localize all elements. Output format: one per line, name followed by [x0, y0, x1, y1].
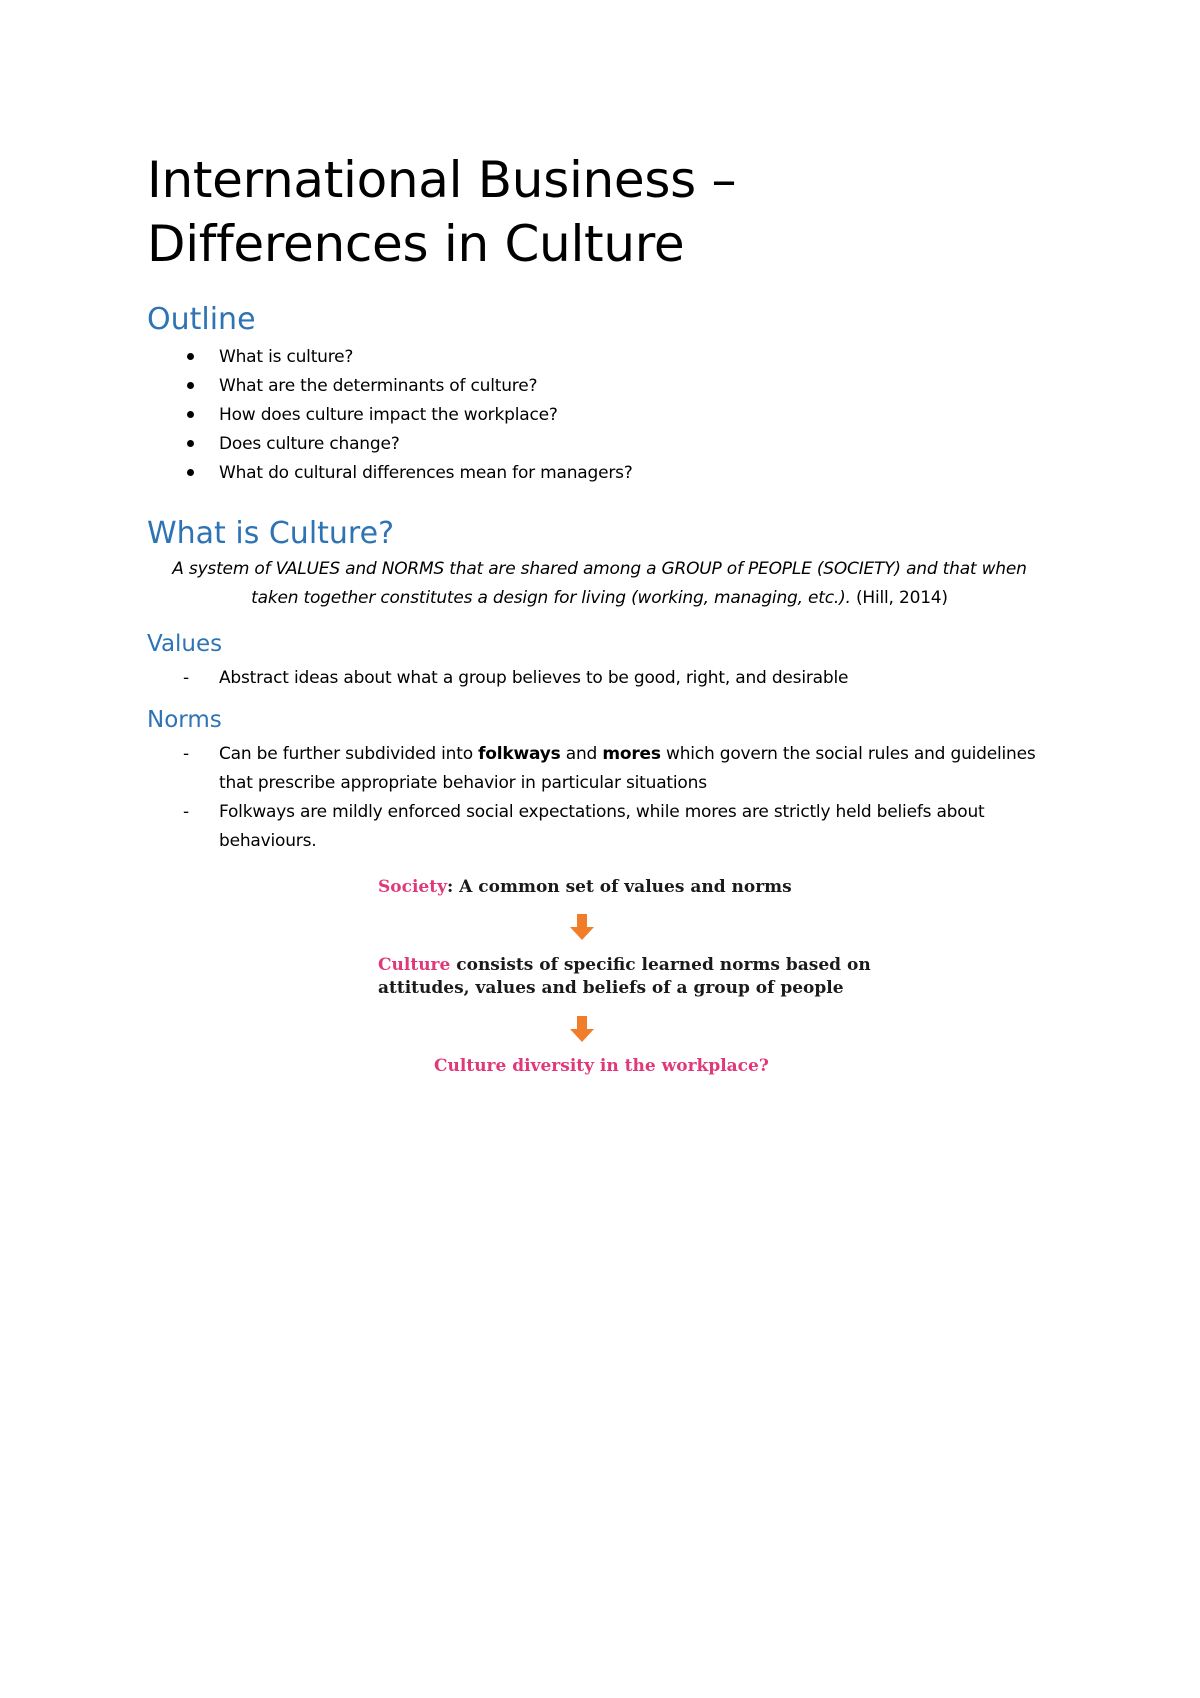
values-heading: Values: [147, 631, 223, 657]
dash-icon: -: [183, 668, 189, 688]
bullet-icon: [187, 382, 194, 389]
outline-heading: Outline: [147, 302, 256, 337]
dash-icon: -: [183, 744, 189, 764]
society-line: Society: A common set of values and norms: [378, 877, 792, 897]
down-arrow-icon: [570, 914, 594, 941]
list-item: Does culture change?: [147, 430, 633, 459]
title-line-1: International Business –: [147, 151, 737, 209]
document-title: [147, 148, 736, 276]
society-label: Society: [378, 877, 447, 897]
title-line-2: Differences in Culture: [147, 215, 685, 273]
bullet-icon: [187, 440, 194, 447]
list-item: - Folkways are mildly enforced social expectations, while mores are strictly held beliefs about behaviours.: [147, 798, 1067, 856]
folkways-term: folkways: [478, 744, 561, 764]
bullet-icon: [187, 469, 194, 476]
culture-definition-quote: [147, 555, 1052, 613]
down-arrow-icon: [570, 1016, 594, 1043]
quote-text: A system of VALUES and NORMS that are shared among a GROUP of PEOPLE (SOCIETY) and that when taken together constitutes a design for living (working, managing, etc.).: [172, 559, 1027, 608]
quote-citation: (Hill, 2014): [855, 588, 948, 608]
list-item: What is culture?: [147, 343, 633, 372]
bullet-icon: [187, 411, 194, 418]
list-item: What are the determinants of culture?: [147, 372, 633, 401]
list-item: What do cultural differences mean for managers?: [147, 459, 633, 488]
dash-icon: -: [183, 802, 189, 822]
list-item: - Abstract ideas about what a group believes to be good, right, and desirable: [147, 664, 1067, 693]
culture-line-1: Culture consists of specific learned norms based on: [378, 955, 871, 975]
bullet-icon: [187, 353, 194, 360]
outline-list: [147, 343, 633, 488]
mores-term: mores: [602, 744, 661, 764]
diversity-question: Culture diversity in the workplace?: [434, 1056, 769, 1076]
list-item: - Can be further subdivided into folkways and mores which govern the social rules and guidelines that prescribe appropriate behavior in particular situations: [147, 740, 1067, 798]
norms-heading: Norms: [147, 707, 222, 733]
what-is-culture-heading: What is Culture?: [147, 516, 394, 551]
culture-label: Culture: [378, 955, 451, 975]
culture-flow-diagram: [368, 870, 871, 1082]
values-list: [147, 664, 1067, 693]
norms-list: [147, 740, 1067, 856]
list-item: How does culture impact the workplace?: [147, 401, 633, 430]
culture-line-2: attitudes, values and beliefs of a group of people: [378, 978, 844, 998]
